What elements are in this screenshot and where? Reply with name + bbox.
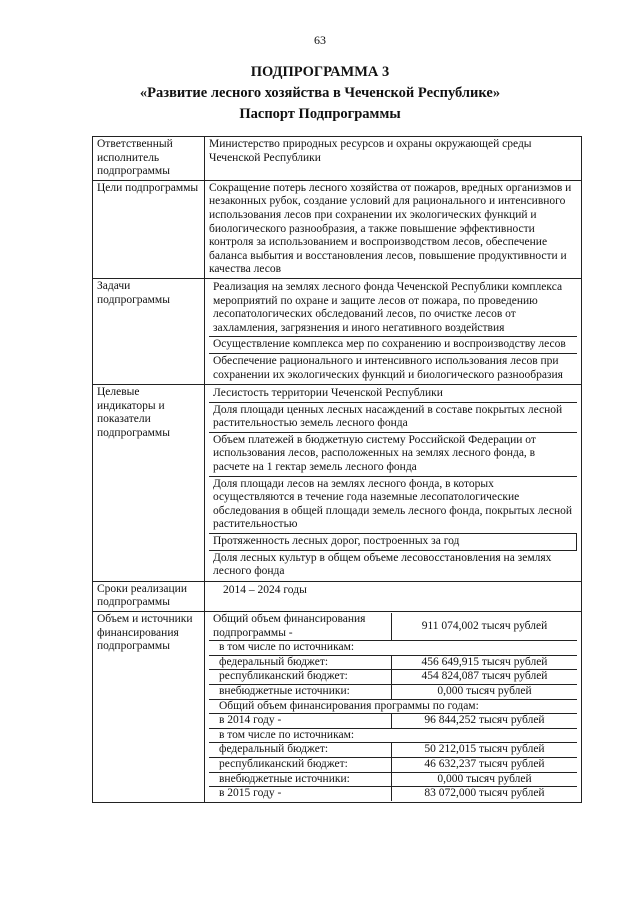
row-value-goals: Сокращение потерь лесного хозяйства от пожаров, вредных организмов и незаконных рубок, создание условий для рационального и интенсивного использования лесов при сохранении их экологических функций и биологического разнообразия, а также повышение эффективности контроля за использованием и воспроизводством лесов, обеспечение баланса выбытия и восстановления лесов, повышение продуктивности и качества лесов [205,180,582,278]
table-row [93,278,582,384]
finance-table [209,613,577,801]
table-row [93,137,582,181]
finance-extra-value: 0,000 тысяч рублей [392,684,578,699]
finance-federal-label: федеральный бюджет: [209,655,392,670]
table-row [93,581,582,611]
row-label-responsible: Ответственный исполнитель подпрограммы [93,137,205,181]
finance-federal-value: 456 649,915 тысяч рублей [392,655,578,670]
row-value-terms [205,581,582,611]
finance-row [209,714,577,729]
finance-republic-label: республиканский бюджет: [209,670,392,685]
finance-republic-value: 454 824,087 тысяч рублей [392,670,578,685]
finance-2014-extra-value: 0,000 тысяч рублей [392,772,578,787]
indicator-item: Доля лесных культур в общем объеме лесовосстановления на землях лесного фонда [209,550,577,580]
task-item: Осуществление комплекса мер по сохранению и воспроизводству лесов [209,336,577,353]
finance-2014-extra-label: внебюджетные источники: [209,772,392,787]
finance-extra-label: внебюджетные источники: [209,684,392,699]
finance-row [209,670,577,685]
row-value-indicators [205,385,582,582]
finance-row [209,613,577,641]
subprogram-subtitle: «Развитие лесного хозяйства в Чеченской Республике» [139,85,501,101]
row-label-indicators: Целевые индикаторы и показатели подпрограммы [93,385,205,582]
indicator-item: Лесистость территории Чеченской Республики [213,387,443,400]
finance-2014-federal-value: 50 212,015 тысяч рублей [392,743,578,758]
table-row [93,385,582,582]
subprogram-title: ПОДПРОГРАММА 3 [250,64,390,80]
finance-row [209,641,577,656]
passport-heading: Паспорт Подпрограммы [239,106,401,122]
page-number: 63 [314,33,326,47]
finance-row [209,772,577,787]
table-row [93,612,582,803]
finance-2014-federal-label: федеральный бюджет: [209,743,392,758]
finance-2014-sources-label: в том числе по источникам: [209,728,392,743]
row-label-terms: Сроки реализации подпрограммы [93,581,205,611]
row-value-responsible: Министерство природных ресурсов и охраны окружающей среды Чеченской Республики [205,137,582,181]
row-value-tasks [205,278,582,384]
finance-row [209,743,577,758]
task-item: Реализация на землях лесного фонда Чеченской Республики комплекса мероприятий по охране и защите лесов от пожара, по проведению лесопатологических обследований лесов, по очистке лесов от захламления, загрязнения и иного негативного воздействия [213,280,563,334]
finance-empty-cell [392,641,578,656]
finance-row [209,757,577,772]
row-value-finance [205,612,582,803]
indicator-item: Доля площади лесов на землях лесного фонда, в которых осуществляются в течение года наземные лесопатологические обследования в общей площади земель лесного фонда, покрытых лесной растительностью [209,476,577,533]
finance-2014-value: 96 844,252 тысяч рублей [392,714,578,729]
finance-2014-republic-label: республиканский бюджет: [209,757,392,772]
title-block [0,62,640,125]
finance-total-value: 911 074,002 тысяч рублей [392,613,578,641]
indicator-item: Протяженность лесных дорог, построенных за год [209,533,577,550]
finance-total-label: Общий объем финансирования подпрограммы - [213,613,366,639]
finance-row [209,699,577,714]
passport-table [92,136,582,803]
finance-row [209,787,577,801]
row-label-goals: Цели подпрограммы [93,180,205,278]
finance-2015-label: в 2015 году - [209,787,392,801]
finance-2015-value: 83 072,000 тысяч рублей [392,787,578,801]
indicator-item: Объем платежей в бюджетную систему Российской Федерации от использования лесов, расположенных на землях лесного фонда, в расчете на 1 гектар земель лесного фонда [209,432,577,476]
indicator-item: Доля площади ценных лесных насаждений в составе покрытых лесной растительностью земель лесного фонда [209,402,577,432]
finance-sources-label: в том числе по источникам: [209,641,392,656]
table-row [93,180,582,278]
finance-row [209,655,577,670]
finance-empty-cell [392,728,578,743]
terms-value: 2014 – 2024 годы [223,583,307,596]
row-label-finance: Объем и источники финансирования подпрограммы [93,612,205,803]
finance-row [209,684,577,699]
finance-2014-republic-value: 46 632,237 тысяч рублей [392,757,578,772]
finance-by-years-label: Общий объем финансирования программы по годам: [209,699,577,714]
finance-row [209,728,577,743]
row-label-tasks: Задачи подпрограммы [93,278,205,384]
task-item: Обеспечение рационального и интенсивного использования лесов при сохранении их экологических функций и биологического разнообразия [209,353,577,383]
finance-2014-label: в 2014 году - [209,714,392,729]
